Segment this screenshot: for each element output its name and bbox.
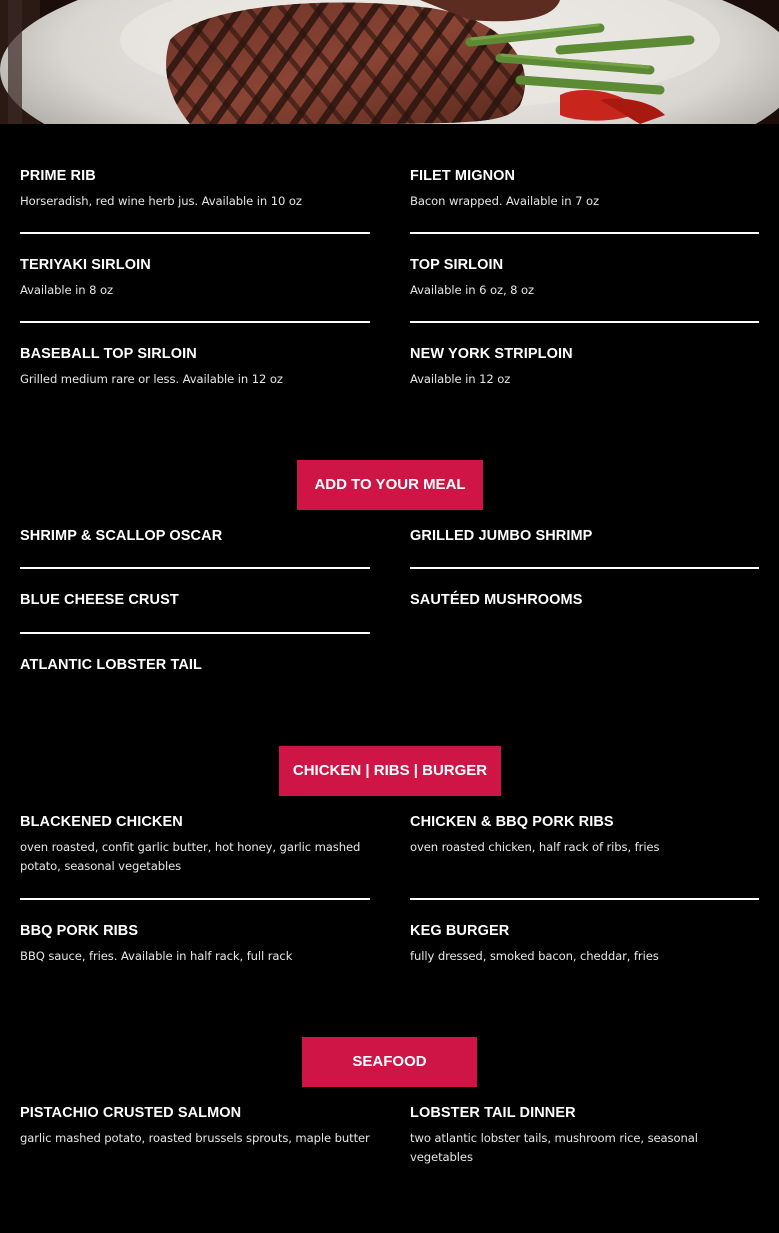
menu-item-name: BLACKENED CHICKEN	[20, 814, 183, 830]
menu-item-name: GRILLED JUMBO SHRIMP	[410, 528, 593, 544]
menu-item-prime-rib	[20, 167, 370, 211]
menu-item-name: SHRIMP & SCALLOP OSCAR	[20, 528, 223, 544]
divider	[410, 321, 759, 323]
hero-steak-image	[0, 0, 779, 124]
menu-item-atlantic-lobster-tail	[20, 656, 370, 674]
menu-item-description: two atlantic lobster tails, mushroom rice, seasonal vegetables	[410, 1131, 698, 1164]
add-to-your-meal-button[interactable]: ADD TO YOUR MEAL	[297, 460, 483, 510]
menu-item-name: TOP SIRLOIN	[410, 257, 504, 273]
menu-item-name: BBQ PORK RIBS	[20, 923, 139, 939]
divider	[410, 232, 759, 234]
menu-item-name: BASEBALL TOP SIRLOIN	[20, 346, 197, 362]
menu-item-filet-mignon	[410, 167, 759, 211]
chicken-ribs-burger-button[interactable]: CHICKEN | RIBS | BURGER	[279, 746, 501, 796]
menu-item-name: SAUTÉED MUSHROOMS	[410, 592, 583, 608]
divider	[20, 567, 370, 569]
menu-item-name: NEW YORK STRIPLOIN	[410, 346, 573, 362]
menu-item-name: TERIYAKI SIRLOIN	[20, 257, 151, 273]
menu-item-blackened-chicken	[20, 813, 370, 876]
menu-item-name: ATLANTIC LOBSTER TAIL	[20, 657, 202, 673]
menu-item-description: Available in 6 oz, 8 oz	[410, 283, 534, 297]
seafood-button[interactable]: SEAFOOD	[302, 1037, 477, 1087]
menu-item-description: oven roasted chicken, half rack of ribs, fries	[410, 840, 660, 854]
menu-item-name: LOBSTER TAIL DINNER	[410, 1105, 576, 1121]
divider	[20, 232, 370, 234]
menu-item-lobster-tail-dinner	[410, 1104, 759, 1167]
divider	[20, 632, 370, 634]
divider	[410, 567, 759, 569]
menu-item-blue-cheese-crust	[20, 591, 370, 609]
menu-item-description: BBQ sauce, fries. Available in half rack, full rack	[20, 949, 293, 963]
menu-item-grilled-jumbo-shrimp	[410, 527, 759, 545]
divider	[20, 321, 370, 323]
menu-item-new-york-striploin	[410, 345, 759, 389]
menu-item-name: BLUE CHEESE CRUST	[20, 592, 179, 608]
menu-item-sauteed-mushrooms	[410, 591, 759, 609]
menu-item-description: Available in 12 oz	[410, 372, 511, 386]
menu-item-pistachio-crusted-salmon	[20, 1104, 370, 1148]
menu-item-name: CHICKEN & BBQ PORK RIBS	[410, 814, 614, 830]
menu-item-name: PRIME RIB	[20, 168, 96, 184]
grilled-steak-plate-icon	[0, 0, 779, 124]
menu-item-keg-burger	[410, 922, 759, 966]
menu-item-description: fully dressed, smoked bacon, cheddar, fries	[410, 949, 659, 963]
menu-item-name: FILET MIGNON	[410, 168, 516, 184]
menu-item-description: Horseradish, red wine herb jus. Available in 10 oz	[20, 194, 302, 208]
menu-item-description: Grilled medium rare or less. Available in 12 oz	[20, 372, 283, 386]
menu-item-name: PISTACHIO CRUSTED SALMON	[20, 1105, 242, 1121]
menu-item-description: oven roasted, confit garlic butter, hot honey, garlic mashed potato, seasonal vegetables	[20, 840, 361, 873]
menu-item-name: KEG BURGER	[410, 923, 510, 939]
divider	[410, 898, 759, 900]
menu-item-bbq-pork-ribs	[20, 922, 370, 966]
menu-item-top-sirloin	[410, 256, 759, 300]
menu-item-teriyaki-sirloin	[20, 256, 370, 300]
menu-item-description: Bacon wrapped. Available in 7 oz	[410, 194, 599, 208]
menu-item-chicken-bbq-pork-ribs	[410, 813, 759, 857]
divider	[20, 898, 370, 900]
menu-item-shrimp-scallop-oscar	[20, 527, 370, 545]
menu-item-description: Available in 8 oz	[20, 283, 113, 297]
menu-item-description: garlic mashed potato, roasted brussels sprouts, maple butter	[20, 1131, 370, 1145]
menu-item-baseball-top-sirloin	[20, 345, 370, 389]
